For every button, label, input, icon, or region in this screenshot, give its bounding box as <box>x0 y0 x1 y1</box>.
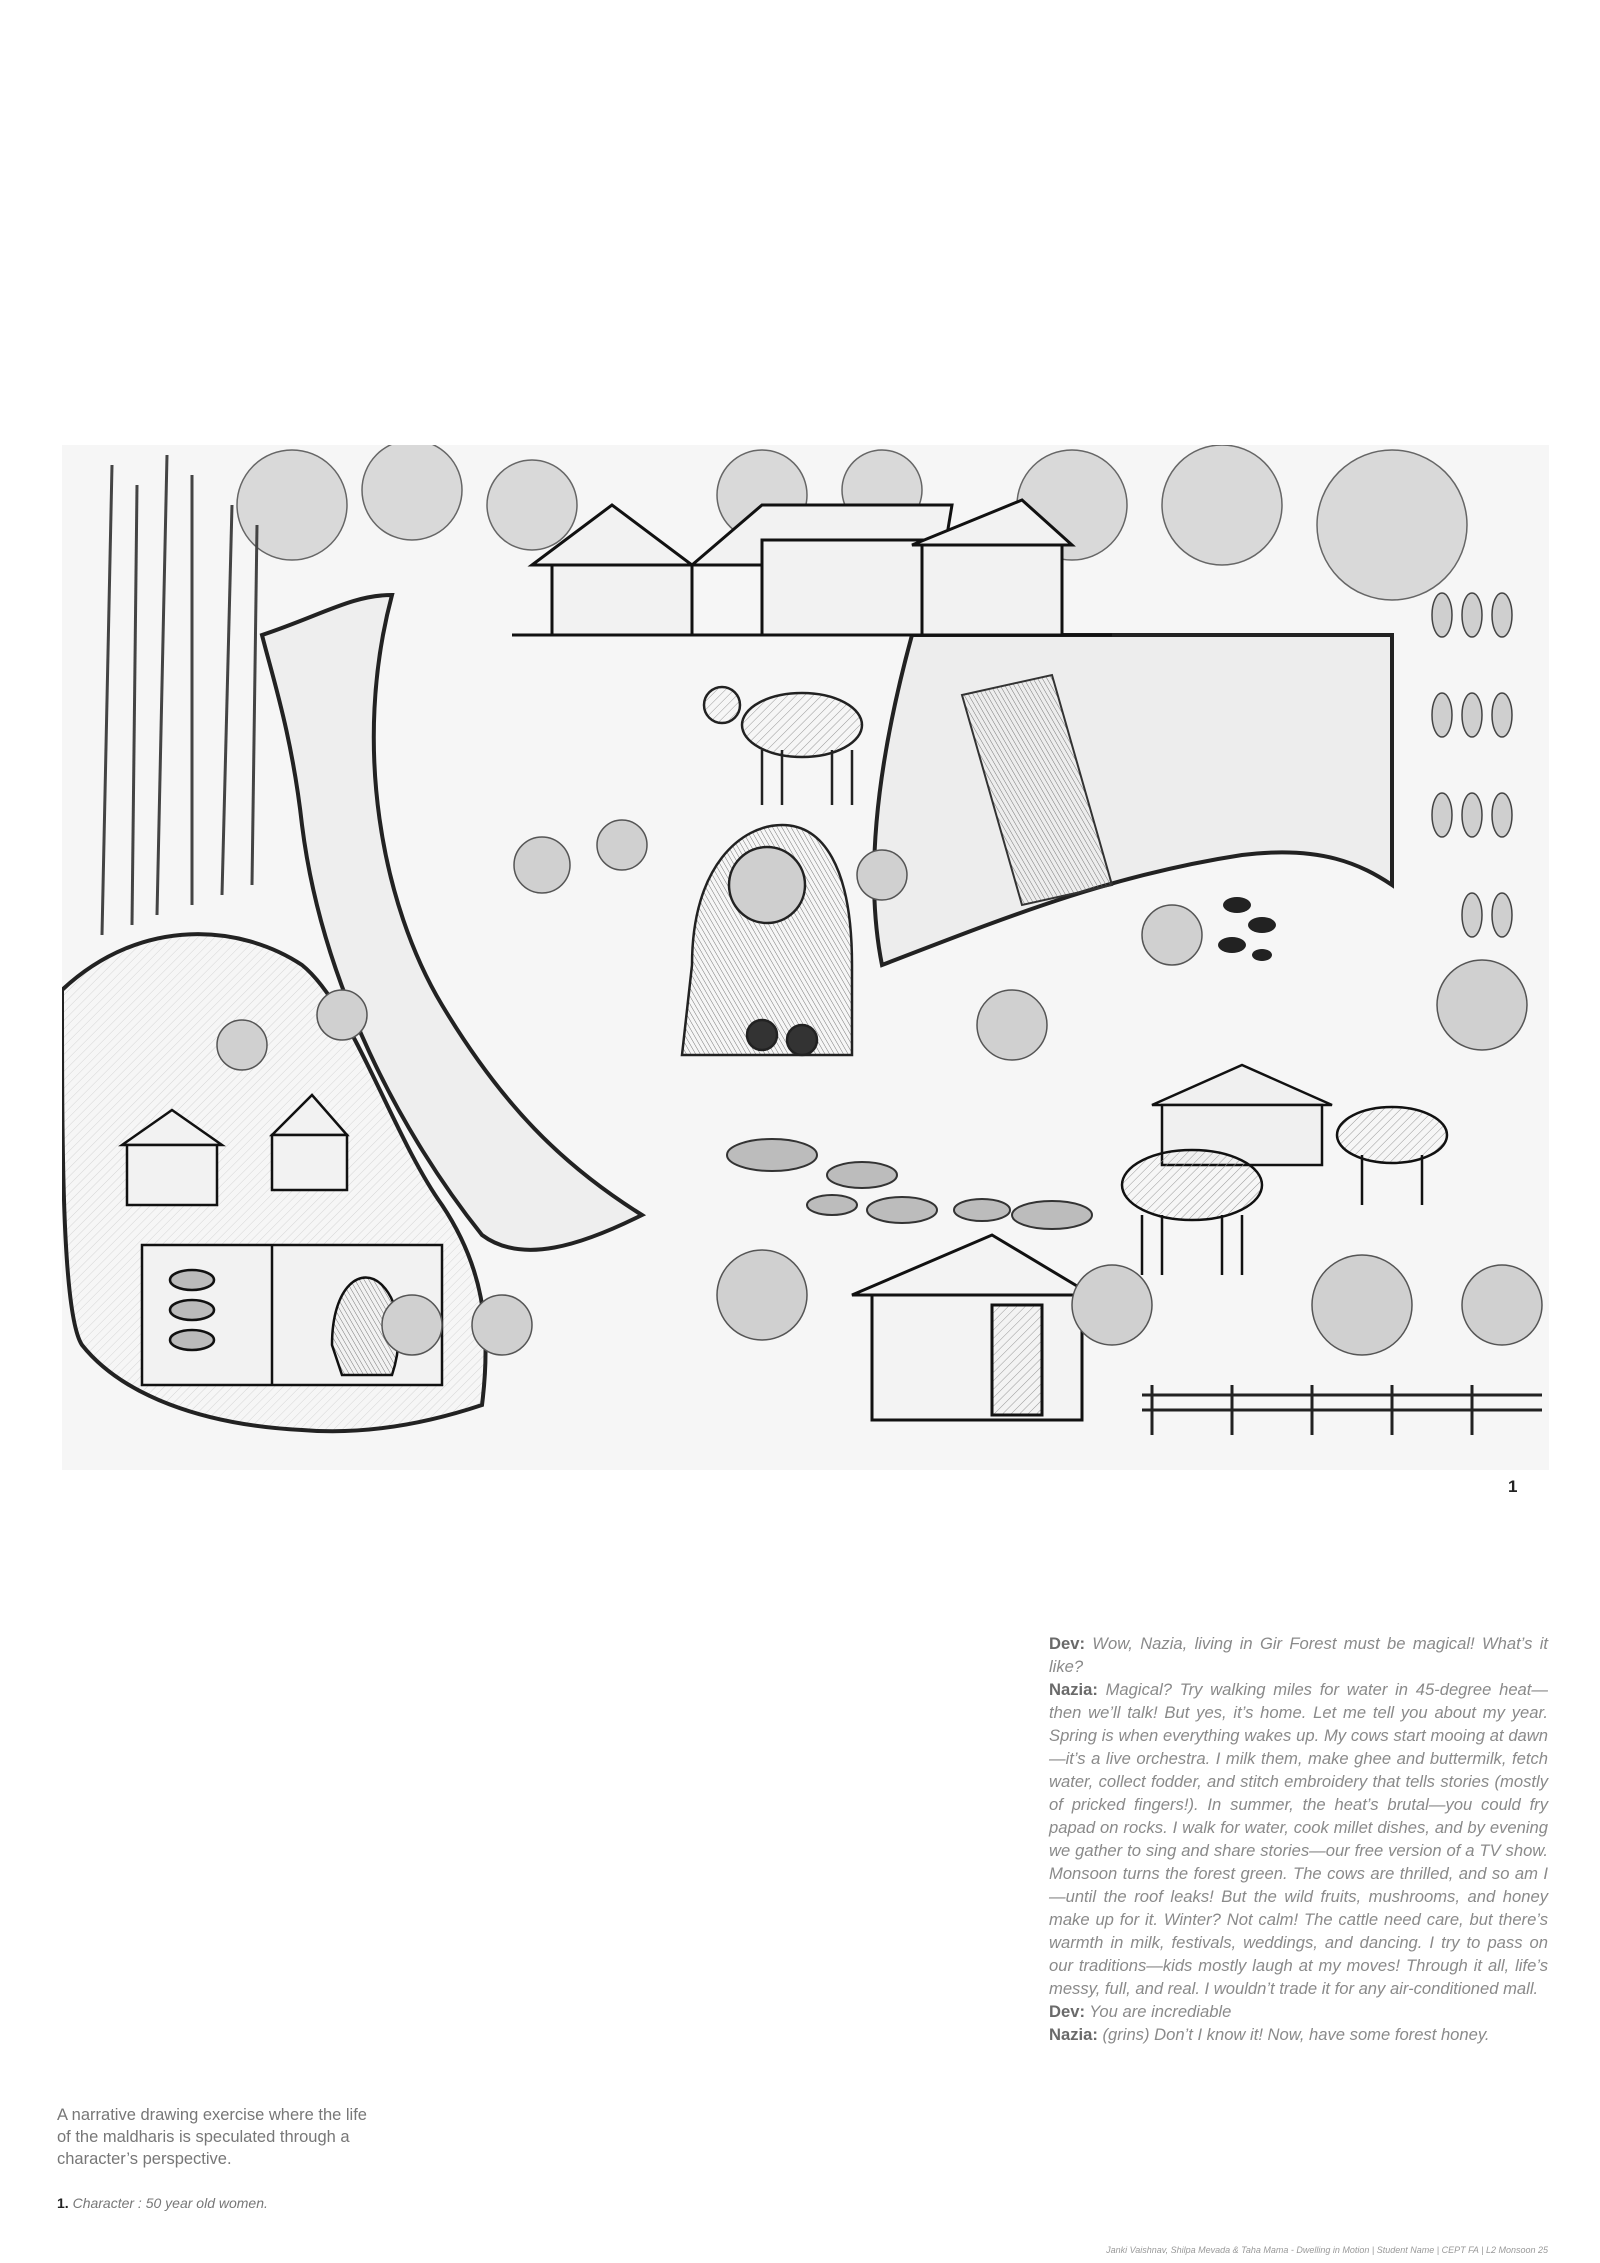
dialogue-text: You are incrediable <box>1084 2002 1232 2021</box>
top-houses <box>512 500 1112 635</box>
speaker-name: Nazia: <box>1049 1680 1098 1699</box>
figure-caption <box>57 2195 268 2211</box>
dialogue-line <box>1049 2023 1548 2046</box>
description-caption: A narrative drawing exercise where the life of the maldharis is speculated through a character’s perspective. <box>57 2106 367 2168</box>
pencil-drawing-illustration <box>62 445 1549 1470</box>
village-sketch <box>62 445 1549 1470</box>
speaker-name: Dev: <box>1049 2002 1085 2021</box>
dialogue-line <box>1049 2000 1548 2023</box>
dialogue-line <box>1049 1678 1548 2000</box>
figure-caption-number: 1. <box>57 2195 69 2211</box>
dialogue-line <box>1049 1632 1548 1678</box>
dialogue-text: Wow, Nazia, living in Gir Forest must be magical! What’s it like? <box>1049 1634 1548 1676</box>
figure-caption-text: Character : 50 year old women. <box>68 2195 268 2211</box>
speaker-name: Dev: <box>1049 1634 1085 1653</box>
credits-footer: Janki Vaishnav, Shilpa Mevada & Taha Mama - Dwelling in Motion | Student Name | CEPT FA | L2 Monsoon 25 <box>1106 2245 1548 2255</box>
dialogue-text: Magical? Try walking miles for water in 45-degree heat—then we’ll talk! But yes, it’s home. Let me tell you about my year. Spring is when everything wakes up. My cows start mooing at dawn—it’s a live orchestra. I milk them, make ghee and buttermilk, fetch water, collect fodder, and stitch embroidery that tells stories (mostly of pricked fingers!). In summer, the heat’s brutal—you could fry papad on rocks. I walk for water, cook millet dishes, and by evening we gather to sing and share stories—our free version of a TV show. Monsoon turns the forest green. The cows are thrilled, and so am I—until the roof leaks! But the wild fruits, mushrooms, and honey make up for it. Winter? Not calm! The cattle need care, but there’s warmth in milk, festivals, weddings, and dancing. I try to pass on our traditions—kids mostly laugh at my moves! Through it all, life’s messy, full, and real. I wouldn’t trade it for any air-conditioned mall. <box>1049 1680 1548 1998</box>
speaker-name: Nazia: <box>1049 2025 1098 2044</box>
dialogue-block <box>1049 1632 1548 2046</box>
dialogue-text: (grins) Don’t I know it! Now, have some forest honey. <box>1097 2025 1490 2044</box>
figure-number: 1 <box>1508 1477 1518 1496</box>
